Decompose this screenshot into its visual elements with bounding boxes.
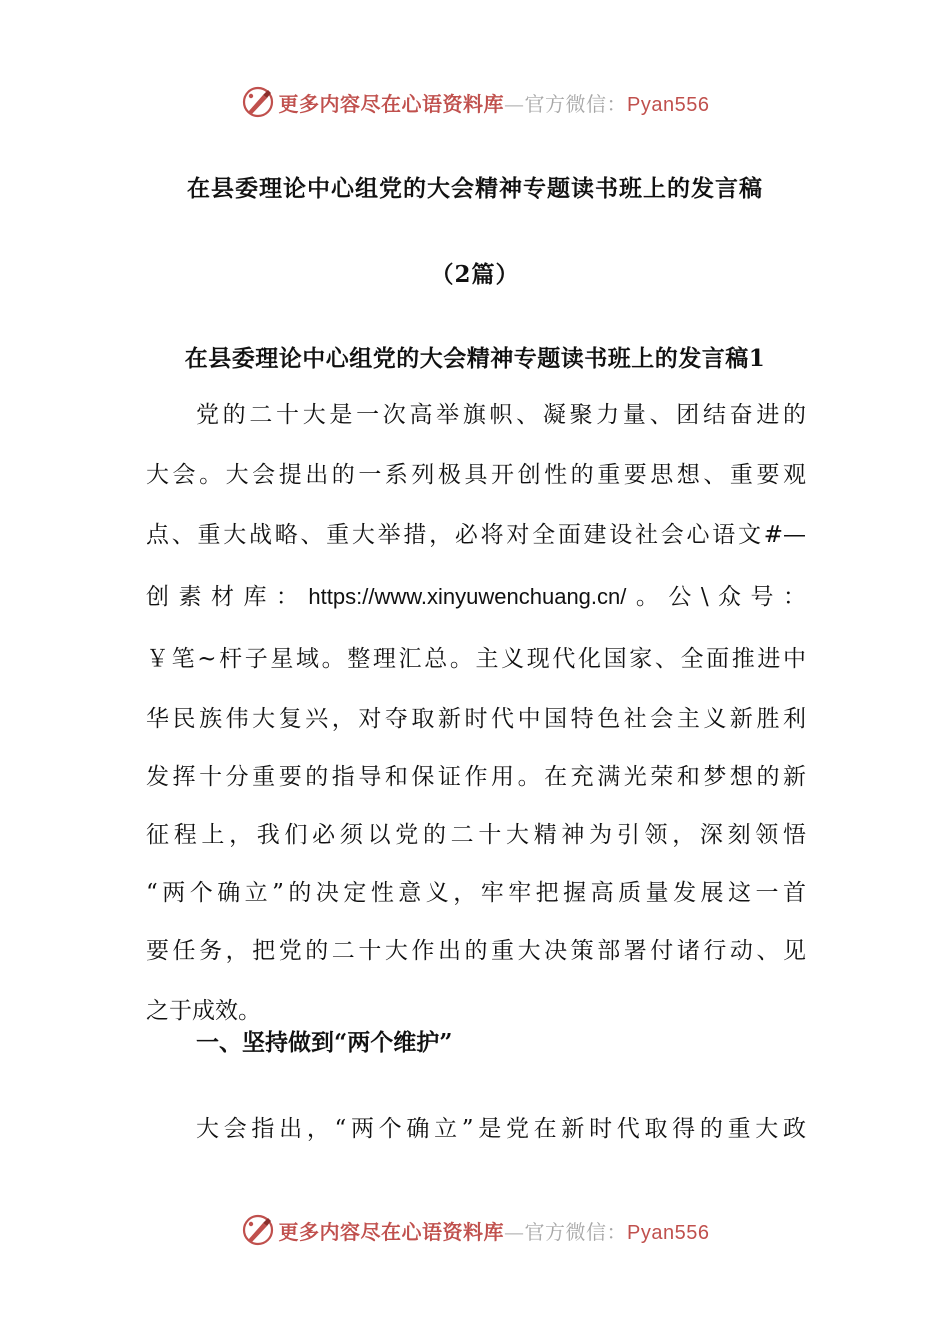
speech-heading: 在县委理论中心组党的大会精神专题读书班上的发言稿1 xyxy=(184,345,766,372)
banner-text xyxy=(279,88,710,117)
banner-separator: — xyxy=(504,1219,525,1244)
website-link-text: https://www.xinyuwenchuang.cn/ xyxy=(308,584,627,609)
paragraph-line: 之于成效。 xyxy=(146,998,261,1024)
pen-nib-icon xyxy=(241,85,275,119)
paragraph-line: ￥笔~杆子星域。整理汇总。主义现代化国家、全面推进中 xyxy=(146,646,806,672)
paragraph-line: “两个确立”的决定性意义，牢牢把握高质量发展这一首 xyxy=(146,880,806,906)
paragraph-line xyxy=(146,580,806,614)
paragraph-line: 征程上，我们必须以党的二十大精神为引领，深刻领悟 xyxy=(146,822,806,848)
section-heading: 一、坚持做到“两个维护” xyxy=(196,1029,453,1056)
banner-brand: 更多内容尽在心语资料库 xyxy=(278,91,505,116)
footer-banner xyxy=(0,1210,950,1250)
banner-wechat-id: Pyan556 xyxy=(627,93,710,116)
paragraph-text: 。公\众号： xyxy=(626,584,807,610)
banner-brand: 更多内容尽在心语资料库 xyxy=(278,1219,505,1244)
document-title: 在县委理论中心组党的大会精神专题读书班上的发言稿 xyxy=(187,175,763,202)
document-subtitle: （2篇） xyxy=(430,261,520,288)
banner-contact-label: 官方微信： xyxy=(524,1219,628,1244)
paragraph-line: 党的二十大是一次高举旗帜、凝聚力量、团结奋进的 xyxy=(196,402,806,428)
paragraph-line: 华民族伟大复兴，对夺取新时代中国特色社会主义新胜利 xyxy=(146,706,806,732)
banner-contact-label: 官方微信： xyxy=(524,91,628,116)
paragraph-line: 发挥十分重要的指导和保证作用。在充满光荣和梦想的新 xyxy=(146,764,806,790)
paragraph-line: 大会指出，“两个确立”是党在新时代取得的重大政 xyxy=(196,1116,806,1142)
paragraph-text: 创素材库： xyxy=(146,584,309,610)
paragraph-line: 点、重大战略、重大举措，必将对全面建设社会心语文#— xyxy=(146,522,806,548)
paragraph-line: 要任务，把党的二十大作出的重大决策部署付诸行动、见 xyxy=(146,938,806,964)
header-banner xyxy=(0,82,950,122)
banner-text xyxy=(279,1216,710,1245)
banner-wechat-id: Pyan556 xyxy=(627,1221,710,1244)
paragraph-line: 大会。大会提出的一系列极具开创性的重要思想、重要观 xyxy=(146,462,806,488)
pen-nib-icon xyxy=(241,1213,275,1247)
banner-separator: — xyxy=(504,91,525,116)
